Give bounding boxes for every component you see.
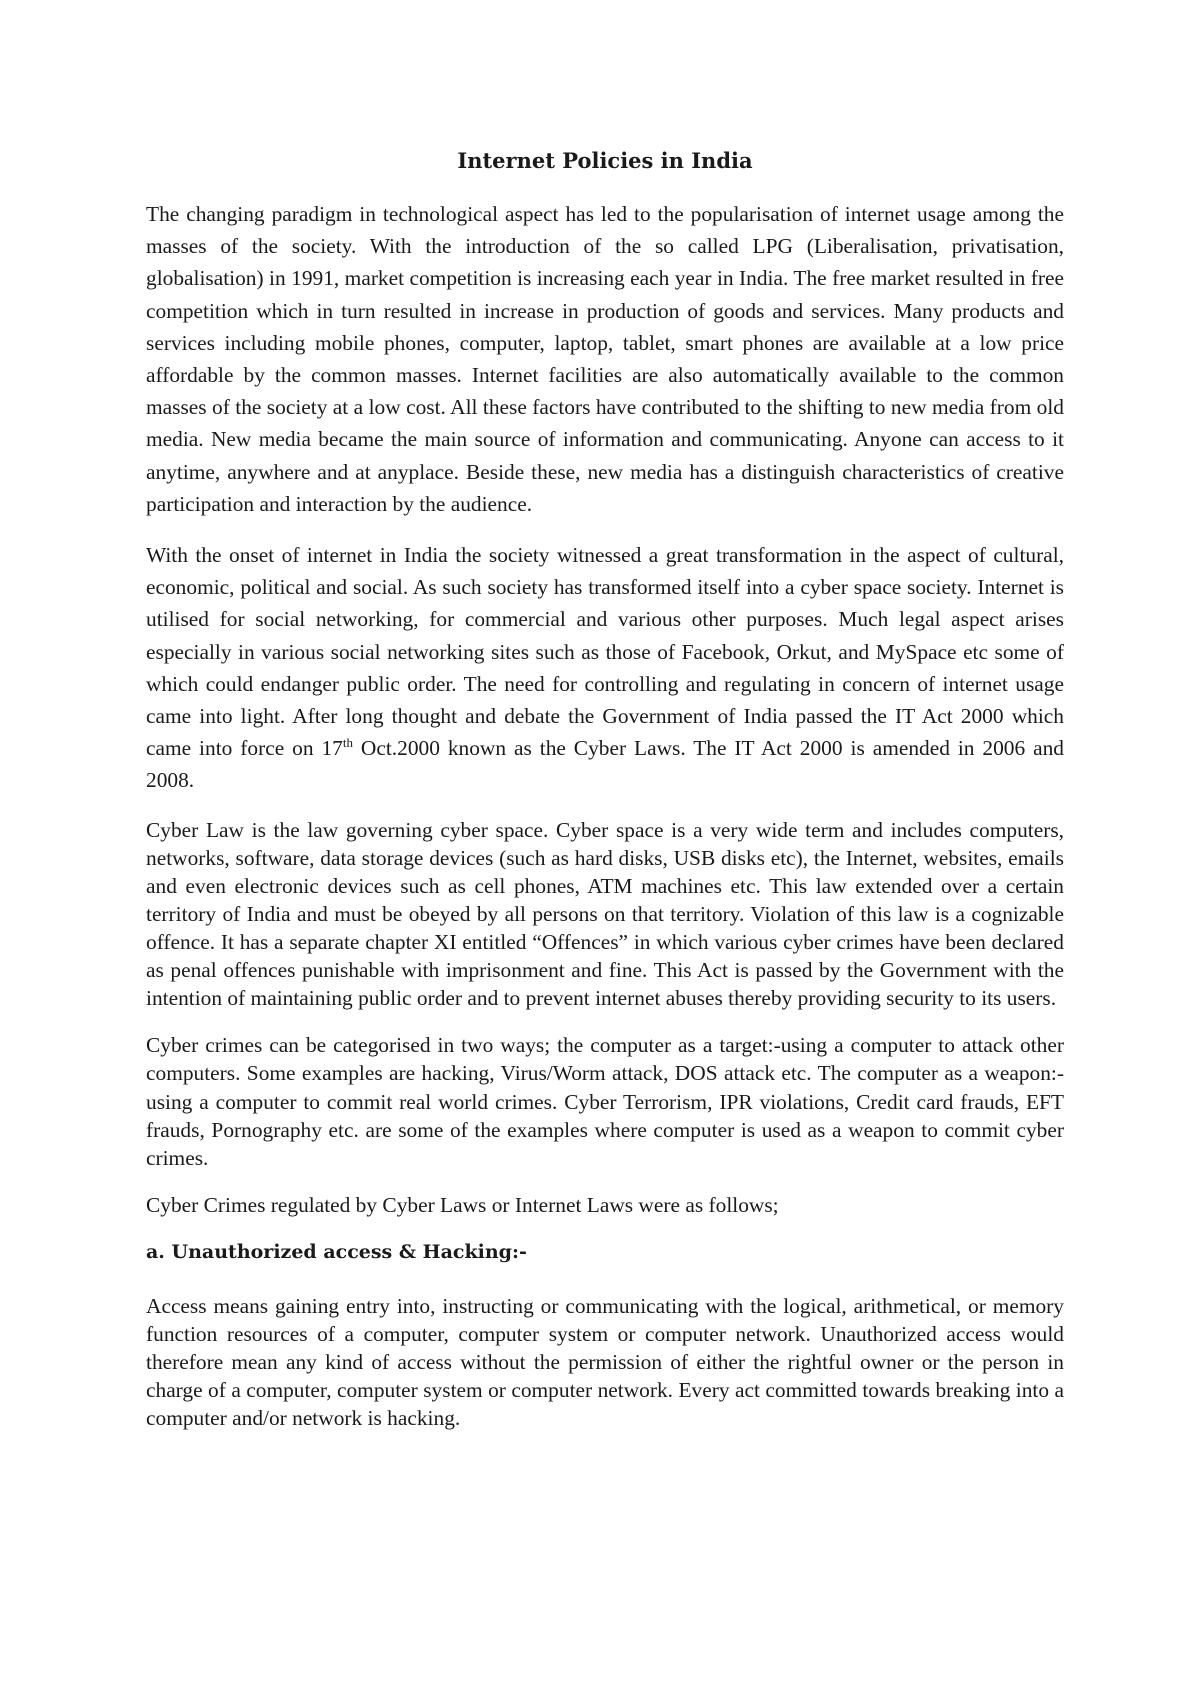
section-heading-unauthorized-access: a. Unauthorized access & Hacking:- — [146, 1240, 527, 1263]
paragraph-cyber-law-definition: Cyber Law is the law governing cyber space. Cyber space is a very wide term and includes computers, networks, software, data storage devices (such as hard disks, USB disks etc), the Internet, websites, emails and even electronic devices such as cell phones, ATM machines etc. This law extended over a certain territory of India and must be obeyed by all persons on that territory. Violation of this law is a cognizable offence. It has a separate chapter XI entitled “Offences” in which various cyber crimes have been declared as penal offences punishable with imprisonment and fine. This Act is passed by the Government with the intention of maintaining public order and to prevent internet abuses thereby providing security to its users. — [146, 817, 1064, 1011]
paragraph-internet-onset — [146, 539, 1064, 797]
paragraph-crimes-list-intro: Cyber Crimes regulated by Cyber Laws or Internet Laws were as follows; — [146, 1192, 779, 1217]
ordinal-superscript: th — [342, 735, 353, 751]
paragraph-access-definition: Access means gaining entry into, instructing or communicating with the logical, arithmetical, or memory function resources of a computer, computer system or computer network. Unauthorized access would therefore mean any kind of access without the permission of either the rightful owner or the person in charge of a computer, computer system or computer network. Every act committed towards breaking into a computer and/or network is hacking. — [146, 1293, 1064, 1431]
document-title: Internet Policies in India — [457, 148, 753, 173]
paragraph-lpg-introduction: The changing paradigm in technological aspect has led to the popularisation of internet usage among the masses of the society. With the introduction of the so called LPG (Liberalisation, privatisation, globalisation) in 1991, market competition is increasing each year in India. The free market resulted in free competition which in turn resulted in increase in production of goods and services. Many products and services including mobile phones, computer, laptop, tablet, smart phones are available at a low price affordable by the common masses. Internet facilities are also automatically available to the common masses of the society at a low cost. All these factors have contributed to the shifting to new media from old media. New media became the main source of information and communicating. Anyone can access to it anytime, anywhere and at anyplace. Beside these, new media has a distinguish characteristics of creative participation and interaction by the audience. — [146, 202, 1064, 516]
paragraph-internet-onset-text: With the onset of internet in India the society witnessed a great transformation in the aspect of cultural, economic, political and social. As such society has transformed itself into a cyber space society. Internet is utilised for social networking, for commercial and various other purposes. Much legal aspect arises especially in various social networking sites such as those of Facebook, Orkut, and MySpace etc some of which could endanger public order. The need for controlling and regulating in concern of internet usage came into light. After long thought and debate the Government of India passed the IT Act 2000 which came into force on 17 — [146, 543, 1064, 761]
paragraph-internet-onset-tail: Oct.2000 known as the Cyber Laws. The IT Act 2000 is amended in 2006 and 2008. — [146, 736, 1065, 793]
document-body — [146, 146, 1064, 1451]
paragraph-cyber-crime-categories: Cyber crimes can be categorised in two ways; the computer as a target:-using a computer to attack other computers. Some examples are hacking, Virus/Worm attack, DOS attack etc. The computer as a weapon:-using a computer to commit real world crimes. Cyber Terrorism, IPR violations, Credit card frauds, EFT frauds, Pornography etc. are some of the examples where computer is used as a weapon to commit cyber crimes. — [146, 1033, 1064, 1170]
